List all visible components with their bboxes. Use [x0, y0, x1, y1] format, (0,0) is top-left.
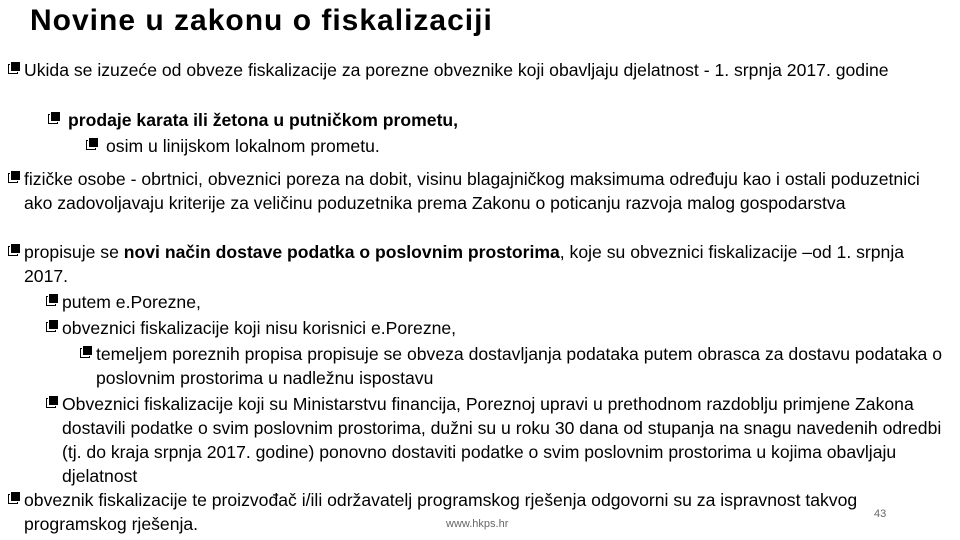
- checkbox-bullet-icon: [8, 246, 18, 256]
- bullet-item-obveznici-fiskalizacije: [46, 392, 946, 488]
- bullet-text: osim u linijskom lokalnom prometu.: [106, 136, 380, 156]
- checkbox-bullet-icon: [8, 494, 18, 504]
- bullet-text: obveznici fiskalizacije koji nisu korisnici e.Porezne,: [62, 318, 457, 338]
- bullet-item-fizicke: [8, 167, 948, 215]
- bullet-item-ukida: [8, 58, 948, 82]
- checkbox-bullet-icon: [80, 348, 90, 358]
- checkbox-bullet-icon: [86, 140, 96, 150]
- bullet-text: temeljem poreznih propisa propisuje se obveza dostavljanja podataka putem obrasca za dostavu podataka o poslovnim prostorima u nadležnu ispostavu: [96, 344, 943, 388]
- bullet-text: Obveznici fiskalizacije koji su Ministarstvu financija, Poreznoj upravi u prethodnom razdoblju primjene Zakona dostavili podatke o svim poslovnim prostorima, dužni su u roku 30 dana od stupanja na snagu navedenih odredbi (tj. do kraja srpnja 2017. godine) ponovno dostaviti podatke o svim poslovnim prostorima u kojima obavljaju djelatnost: [62, 394, 942, 486]
- bullet-item-nisu-korisnici: [46, 316, 456, 340]
- bullet-item-eporezne: [46, 290, 201, 314]
- bullet-text: putem e.Porezne,: [62, 292, 201, 312]
- bullet-text-post: , koje su obveznici fiskalizacije –od 1. srpnja 2017.: [24, 242, 905, 286]
- checkbox-bullet-icon: [48, 114, 58, 124]
- bullet-text: Ukida se izuzeće od obveze fiskalizacije za porezne obveznike koji obavljaju djelatnost - 1. srpnja 2017. godine: [24, 60, 889, 80]
- footer-url: www.hkps.hr: [446, 518, 509, 530]
- bullet-text-pre: propisuje se: [24, 242, 124, 262]
- bullet-text: obveznik fiskalizacije te proizvođač i/ili održavatelj programskog rješenja odgovorni su za ispravnost takvog programskog rješenja.: [24, 490, 858, 534]
- bullet-item-temeljem: [80, 342, 954, 390]
- bullet-text: fizičke osobe - obrtnici, obveznici poreza na dobit, visinu blagajničkog maksimuma određuju kao i ostali poduzetnici ako zadovoljavaju kriterije za veličinu poduzetnika prema Zakonu o poticanju razvoja malog gospodarstva: [24, 169, 920, 213]
- bullet-item-prodaje: [48, 108, 458, 132]
- bullet-item-osim: [86, 134, 380, 158]
- slide-title: Novine u zakonu o fiskalizaciji: [30, 4, 493, 37]
- checkbox-bullet-icon: [8, 173, 18, 183]
- checkbox-bullet-icon: [46, 296, 56, 306]
- page-number: 43: [874, 508, 887, 520]
- bullet-item-propisuje: [8, 240, 948, 288]
- bullet-text: prodaje karata ili žetona u putničkom prometu,: [68, 110, 459, 130]
- checkbox-bullet-icon: [46, 322, 56, 332]
- checkbox-bullet-icon: [46, 398, 56, 408]
- bullet-text-bold: novi način dostave podatka o poslovnim prostorima: [123, 242, 560, 262]
- bullet-text: [8, 240, 948, 288]
- checkbox-bullet-icon: [8, 64, 18, 74]
